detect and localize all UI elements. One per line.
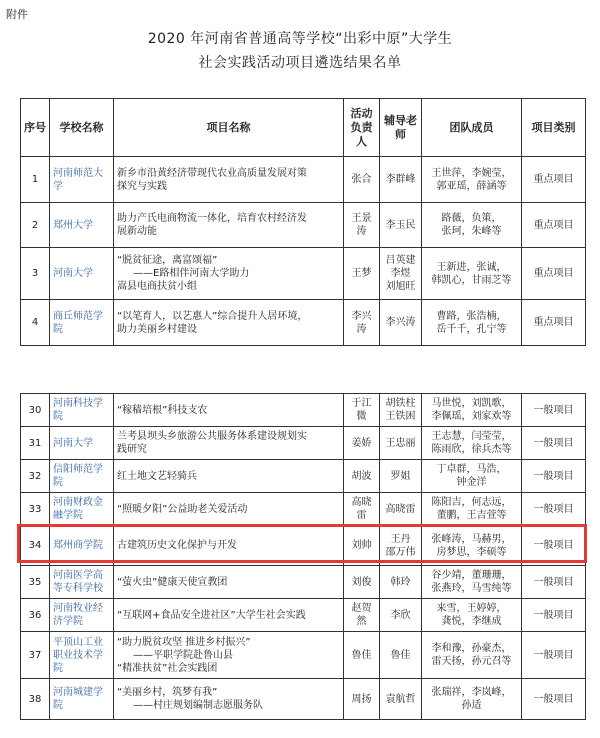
cell-line: 胡铁柱 [385,398,416,409]
table-row [21,300,586,346]
cell-school [50,566,114,599]
cell-line: 高晓雷 [385,503,416,515]
cell-line: “萤火虫”健康天使宣教团 [117,576,228,588]
cell-line: 刘旭旺 [385,281,416,292]
cell-line: 一般项目 [533,576,574,588]
highlight-box [17,524,587,563]
cell-advisor [380,248,422,300]
cell-school [50,248,114,300]
cell-number [21,632,50,679]
cell-leader [344,300,380,346]
cell-line: 一般项目 [533,540,574,551]
cell-line: 马世悦，刘凯歌， [431,398,512,409]
cell-line: “美丽乡村，筑梦有我” [117,687,218,698]
cell-number [21,203,50,248]
cell-school [50,394,114,427]
cell-line: 董鹏，王吉萱等 [436,510,507,521]
cell-line: 河南大学 [53,268,93,279]
document-title-line2: 社会实践活动项目遴选结果名单 [198,55,402,71]
cell-line: 曹路，张浩楠， [436,310,507,322]
cell-school [50,157,114,203]
cell-line: 胡波 [351,470,372,482]
cell-school [50,427,114,460]
cell-number [21,157,50,203]
cell-advisor [380,300,422,346]
cell-line: 鲁佳 [351,649,372,661]
cell-number [21,427,50,460]
cell-project [114,157,344,203]
cell-line: 周扬 [351,693,372,705]
cell-line: 张峰涛，马赫男， [431,533,512,545]
cell-line: 高晓雷 [351,497,372,521]
cell-line: 32 [28,470,42,482]
cell-leader [344,248,380,300]
cell-line: 探究与实践 [117,180,167,192]
cell-line: 河南师范大学 [53,167,103,192]
cell-leader [344,460,380,493]
cell-line: 张燕玲，马雪纯等 [431,583,512,594]
cell-advisor [380,157,422,203]
cell-line: ——村庄规划编制志愿服务队 [133,700,263,711]
cell-project [114,248,344,300]
cell-line: 雷天扬，孙元召等 [431,656,512,667]
cell-line: 3 [31,268,39,279]
cell-line: 罗姐 [390,470,411,482]
cell-number [21,248,50,300]
cell-line: “互联网+食品安全进社区”大学生社会实践 [117,609,306,621]
table-row [21,460,586,493]
cell-line: 李煜 [390,268,411,279]
cell-project [114,679,344,720]
header-school: 学校名称 [50,99,114,157]
cell-line: 河南医学高等专科学校 [53,570,103,594]
cell-leader [344,203,380,248]
cell-line: “助力脱贫攻坚 推进乡村振兴” [117,636,251,648]
cell-line: 王新进，张诚， [436,261,507,273]
cell-line: “以笔育人，以艺惠人”综合提升人居环境， [117,310,308,322]
cell-line: 4 [31,317,39,328]
cell-school [50,679,114,720]
cell-line: 30 [28,404,42,416]
header-project: 项目名称 [114,99,344,157]
cell-line: 一般项目 [533,649,574,661]
cell-line: 37 [28,649,42,661]
cell-line: 河南财政金融学院 [53,497,103,521]
cell-members [422,427,522,460]
table-row [21,394,586,427]
cell-advisor [380,493,422,526]
cell-line: 郑州大学 [53,219,93,231]
table-row [21,493,586,526]
cell-line: 李群峰 [385,174,416,185]
cell-number [21,460,50,493]
cell-members [422,566,522,599]
cell-line: 张珂，朱峰等 [441,226,502,237]
cell-line: 张瑞祥，李岚峰， [431,687,512,698]
cell-line: 郭亚瑶，薛涵等 [436,180,507,192]
cell-line: “照暖夕阳”公益助老关爱活动 [117,503,248,515]
cell-line: 2 [31,219,39,231]
cell-line: 鲁佳 [390,649,411,661]
cell-line: 王景涛 [351,213,372,237]
cell-project [114,300,344,346]
cell-line: ——E路相伴河南大学助力 [133,268,250,279]
cell-project [114,632,344,679]
cell-leader [344,566,380,599]
cell-line: 38 [28,693,42,705]
cell-line: 王世萍，李婉莹， [431,167,512,179]
cell-members [422,460,522,493]
cell-line: 助力产氏电商物流一体化，培育农村经济发 [117,213,307,224]
cell-line: 孙适 [461,700,482,711]
cell-line: 重点项目 [533,317,574,328]
cell-line: 韩凯心，甘雨芝等 [431,274,512,286]
cell-line: 35 [28,576,42,588]
cell-line: 信阳师范学院 [53,464,103,488]
cell-project [114,599,344,632]
cell-members [422,394,522,427]
cell-members [422,632,522,679]
cell-school [50,300,114,346]
cell-number [21,599,50,632]
cell-line: 红土地文艺轻骑兵 [117,470,197,482]
cell-category [522,599,586,632]
cell-line: 一般项目 [533,470,574,482]
cell-line: 古建筑历史文化保护与开发 [117,540,237,551]
cell-leader [344,493,380,526]
cell-line: 助力美丽乡村建设 [117,323,197,335]
cell-line: 河南大学 [53,437,93,449]
document-title-line1: 2020 年河南省普通高等学校“出彩中原”大学生 [147,31,453,47]
cell-line: 王丹 [390,533,411,545]
cell-line: 邵万伟 [385,546,416,558]
cell-line: 李兴涛 [351,310,372,335]
cell-line: 展新动能 [117,226,157,237]
cell-line: 一般项目 [533,404,574,416]
cell-category [522,460,586,493]
cell-line: 刘帅 [351,540,372,551]
cell-number [21,566,50,599]
cell-line: 路薇，负策， [441,213,502,224]
table-row [21,427,586,460]
cell-line: 吕英建 [385,255,416,266]
cell-number [21,679,50,720]
cell-line: 一般项目 [533,503,574,515]
cell-project [114,460,344,493]
cell-line: 34 [28,540,42,551]
cell-line: 丁卓群，马浩， [436,464,507,475]
cell-line: 郑州商学院 [53,540,103,551]
cell-leader [344,427,380,460]
cell-category [522,632,586,679]
cell-line: 嵩县电商扶贫小组 [117,281,197,292]
cell-project [114,203,344,248]
cell-advisor [380,427,422,460]
table-header-row [21,99,586,157]
table-row [21,157,586,203]
cell-line: 重点项目 [533,174,574,185]
cell-project [114,566,344,599]
cell-line: 张合 [351,174,372,185]
cell-line: 李欣 [390,609,411,621]
header-category: 项目类别 [522,99,586,157]
cell-category [522,248,586,300]
cell-school [50,493,114,526]
cell-line: 新乡市沿黄经济带现代农业高质量发展对策 [117,167,307,179]
cell-category [522,300,586,346]
table-row [21,599,586,632]
cell-line: 践研究 [117,444,147,455]
cell-line: 王志慧，闫莹莹， [431,431,512,442]
cell-line: 李和豫，孙豪杰， [431,643,512,654]
cell-advisor [380,394,422,427]
cell-line: 河南科技学院 [53,398,103,422]
table-row [21,632,586,679]
cell-line: 王梦 [351,268,372,279]
cell-category [522,493,586,526]
cell-category [522,427,586,460]
cell-leader [344,394,380,427]
cell-line: 袁航哲 [385,693,416,705]
cell-category [522,157,586,203]
cell-members [422,300,522,346]
cell-category [522,394,586,427]
cell-line: 谷少靖，董珊珊， [431,570,512,581]
cell-line: ——平职学院赴鲁山县 [133,649,233,661]
cell-line: 龚悦，李继成 [441,616,502,627]
table-row [21,248,586,300]
table-row [21,203,586,248]
cell-line: 兰考县坝头乡旅游公共服务体系建设规划实 [117,431,307,442]
table-row [21,679,586,720]
cell-line: 李佩瑶，刘家欢等 [431,411,512,422]
cell-line: 36 [28,609,42,621]
cell-leader [344,599,380,632]
cell-line: 商丘师范学院 [53,310,103,335]
cell-line: 赵贺然 [351,603,372,627]
header-leader: 活动负责人 [344,99,380,157]
cell-number [21,394,50,427]
cell-line: 王铁困 [385,411,416,422]
cell-advisor [380,632,422,679]
cell-line: 重点项目 [533,268,574,279]
cell-members [422,493,522,526]
cell-line: 房梦思，李硕等 [436,546,507,558]
cell-number [21,300,50,346]
cell-line: 河南牧业经济学院 [53,603,103,627]
cell-members [422,203,522,248]
cell-members [422,157,522,203]
cell-school [50,632,114,679]
cell-number [21,493,50,526]
cell-line: “脱贫征途，离富颂福” [117,255,218,266]
cell-project [114,493,344,526]
cell-line: 重点项目 [533,219,574,231]
cell-project [114,427,344,460]
cell-advisor [380,599,422,632]
cell-line: 31 [28,437,42,449]
cell-line: 姜娇 [351,437,372,449]
cell-school [50,599,114,632]
cell-category [522,679,586,720]
cell-members [422,248,522,300]
cell-line: 于江微 [351,398,372,422]
cell-line: 平顶山工业职业技术学院 [53,636,103,674]
cell-line: 韩玲 [390,576,411,588]
cell-members [422,679,522,720]
cell-line: 刘俊 [351,576,372,588]
cell-line: 一般项目 [533,437,574,449]
table-row [21,566,586,599]
cell-line: “稼穑培根”科技支农 [117,404,208,416]
cell-advisor [380,203,422,248]
cell-line: 钟金洋 [456,477,487,488]
results-table-top [20,98,586,346]
cell-line: 陈阳吉，何志远， [431,497,512,508]
cell-line: “精准扶贫”社会实践团 [117,662,218,674]
cell-advisor [380,566,422,599]
cell-project [114,394,344,427]
cell-line: 李玉民 [385,219,416,231]
cell-line: 一般项目 [533,609,574,621]
cell-line: 一般项目 [533,693,574,705]
cell-leader [344,157,380,203]
attachment-label: 附件 [6,8,28,21]
cell-school [50,460,114,493]
cell-line: 陈雨欣，徐兵杰等 [431,444,512,455]
header-members: 团队成员 [422,99,522,157]
cell-line: 33 [28,503,42,515]
cell-leader [344,632,380,679]
cell-category [522,566,586,599]
cell-line: 岳千千，孔宁等 [436,323,507,335]
cell-line: 河南城建学院 [53,687,103,711]
cell-line: 1 [31,174,39,185]
cell-line: 来雪，王婷婷， [436,603,507,614]
cell-members [422,599,522,632]
cell-leader [344,679,380,720]
cell-advisor [380,460,422,493]
cell-advisor [380,679,422,720]
cell-line: 王忠丽 [385,437,416,449]
header-no: 序号 [21,99,50,157]
header-advisor: 辅导老师 [380,99,422,157]
cell-category [522,203,586,248]
cell-school [50,203,114,248]
cell-line: 李兴涛 [385,317,416,328]
